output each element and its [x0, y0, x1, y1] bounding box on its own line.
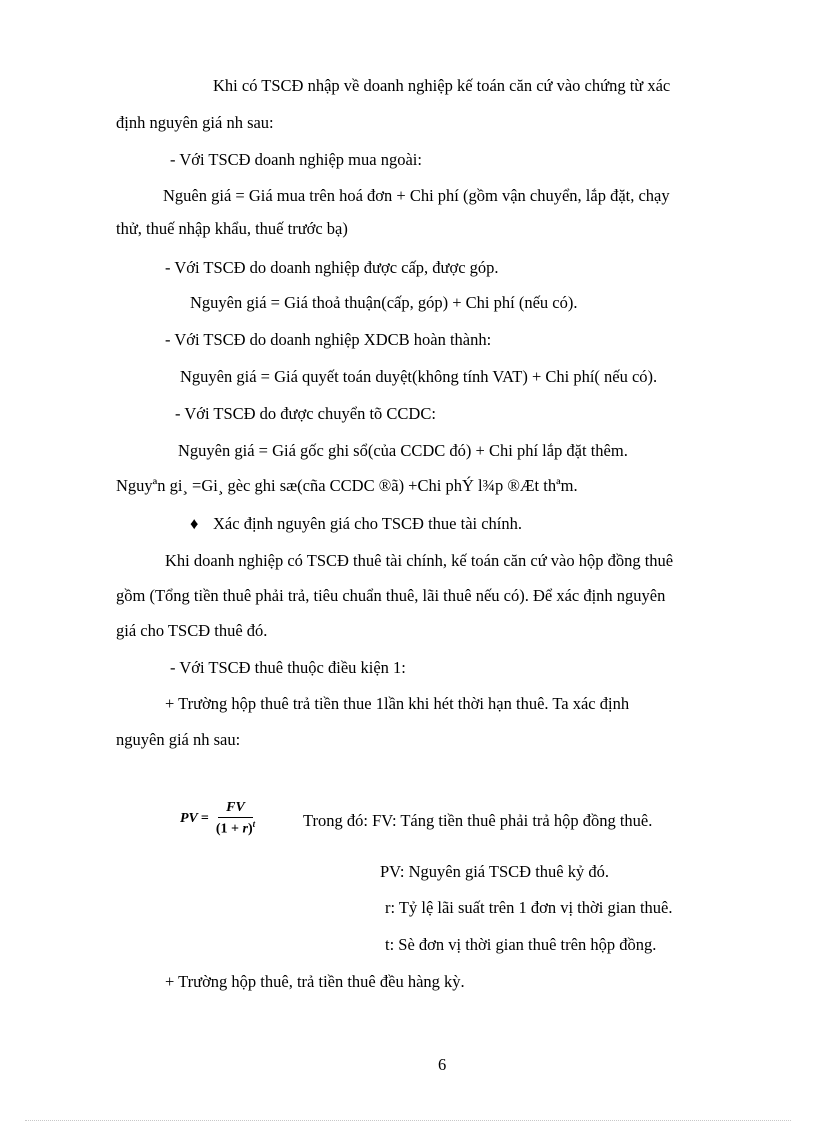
text-line: nguyên giá nh sau: — [116, 730, 241, 749]
formula-equals: = — [200, 810, 209, 826]
text-line: thử, thuế nhập khẩu, thuế trước bạ) — [116, 219, 348, 238]
text-line-garbled: Nguyªn gi¸ =Gi¸ gèc ghi sæ(cña CCDC ®ã) +Chi phÝ l¾p ®Æt thªm. — [116, 476, 578, 495]
text-line: - Với TSCĐ do doanh nghiệp được cấp, được góp. — [165, 258, 499, 277]
text-line: + Trường hộp thuê trả tiền thue 1lần khi hét thời hạn thuê. Ta xác định — [165, 694, 630, 713]
text-line: Nguên giá = Giá mua trên hoá đơn + Chi phí (gồm vận chuyển, lắp đặt, chạy — [163, 186, 670, 205]
formula-lhs: PV — [180, 810, 198, 826]
text-line: Khi có TSCĐ nhập về doanh nghiệp kế toán căn cứ vào chứng từ xác — [213, 76, 671, 95]
present-value-formula — [180, 800, 255, 838]
text-line: + Trường hộp thuê, trả tiền thuê đều hàng kỳ. — [165, 972, 465, 991]
text-line: PV: Nguyên giá TSCĐ thuê kỷ đó. — [380, 862, 610, 881]
text-line: Khi doanh nghiệp có TSCĐ thuê tài chính, kế toán căn cứ vào hộp đồng thuê — [165, 551, 674, 570]
text-line: - Với TSCĐ doanh nghiệp mua ngoài: — [170, 150, 422, 169]
text-line: Nguyên giá = Giá thoả thuận(cấp, góp) + Chi phí (nếu có). — [190, 293, 578, 312]
text-line: Trong đó: FV: Táng tiền thuê phải trả hộp đồng thuê. — [303, 811, 653, 830]
text-line: Nguyên giá = Giá gốc ghi sổ(của CCDC đó) + Chi phí lắp đặt thêm. — [178, 441, 628, 460]
text-line: Xác định nguyên giá cho TSCĐ thue tài chính. — [213, 514, 523, 533]
text-line: gồm (Tổng tiền thuê phải trả, tiêu chuẩn thuê, lãi thuê nếu có). Để xác định nguyên — [116, 586, 666, 605]
diamond-bullet-icon: ♦ — [190, 514, 199, 533]
text-line: Nguyên giá = Giá quyết toán duyệt(không tính VAT) + Chi phí( nếu có). — [180, 367, 658, 386]
formula-fraction — [216, 800, 255, 838]
text-line: - Với TSCĐ do được chuyển tõ CCDC: — [175, 404, 436, 423]
page-number: 6 — [438, 1055, 447, 1074]
text-line: giá cho TSCĐ thuê đó. — [116, 621, 268, 640]
text-line: - Với TSCĐ do doanh nghiệp XDCB hoàn thành: — [165, 330, 492, 349]
footer-divider — [25, 1120, 791, 1121]
text-line: định nguyên giá nh sau: — [116, 113, 274, 132]
formula-numerator: FV — [218, 800, 253, 818]
text-line: r: Tỷ lệ lãi suất trên 1 đơn vị thời gian thuê. — [385, 898, 673, 917]
text-line: - Với TSCĐ thuê thuộc điều kiện 1: — [170, 658, 406, 677]
text-line: t: Sè đơn vị thời gian thuê trên hộp đồng. — [385, 935, 657, 954]
formula-denominator: $(1 + r)^t$ — [215, 819, 256, 837]
